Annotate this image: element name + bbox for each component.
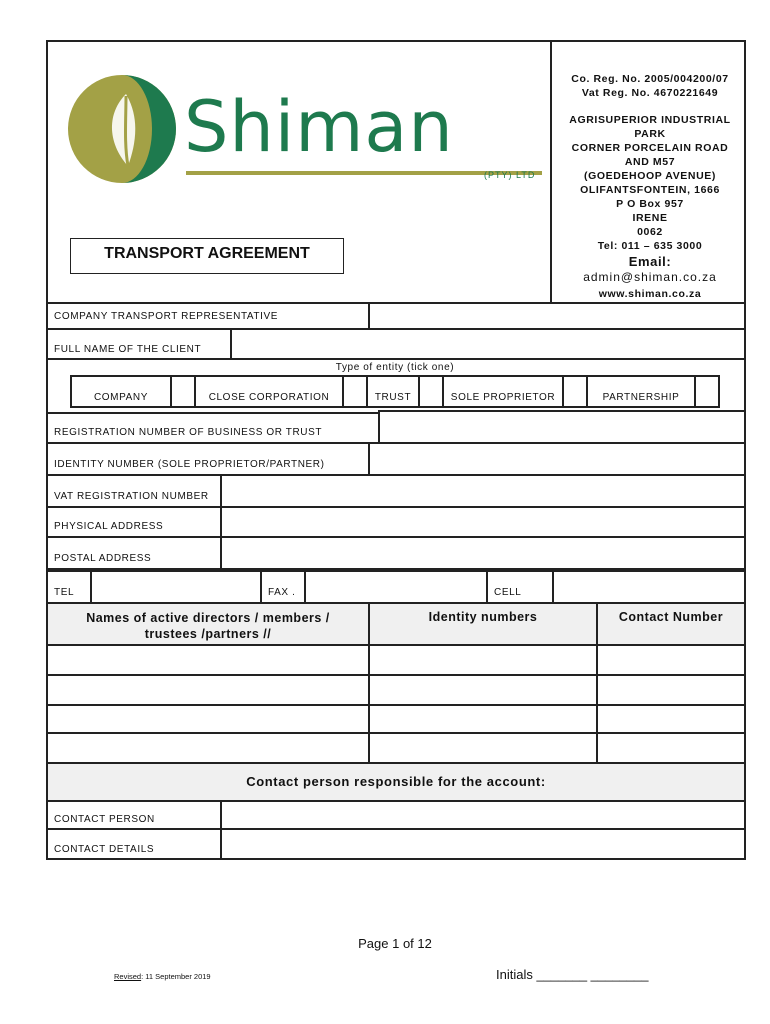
page-number: Page 1 of 12 xyxy=(358,936,432,951)
client-name-label: FULL NAME OF THE CLIENT xyxy=(46,330,232,360)
entity-trust-checkbox[interactable] xyxy=(418,377,444,406)
directors-header xyxy=(46,602,370,646)
address-line: P O Box 957 xyxy=(616,198,684,210)
tel-field[interactable] xyxy=(90,570,262,604)
address-line: AND M57 xyxy=(624,156,676,168)
fax-label: FAX . xyxy=(260,570,306,604)
contact-section-header: Contact person responsible for the account: xyxy=(46,762,746,802)
contact-person-label: CONTACT PERSON xyxy=(46,800,222,830)
entity-sole-checkbox[interactable] xyxy=(562,377,588,406)
revised-date: : 11 September 2019 xyxy=(141,972,211,981)
company-info xyxy=(552,72,748,301)
postal-address-field[interactable] xyxy=(220,536,746,570)
director-contact-cell[interactable] xyxy=(596,704,746,734)
entity-cc-checkbox[interactable] xyxy=(342,377,368,406)
director-contact-cell[interactable] xyxy=(596,732,746,764)
cell-field[interactable] xyxy=(552,570,746,604)
director-name-cell[interactable] xyxy=(46,732,370,764)
director-id-cell[interactable] xyxy=(368,732,598,764)
contact-number-header: Contact Number xyxy=(596,602,746,646)
tel-label: TEL xyxy=(46,570,92,604)
contact-details-field[interactable] xyxy=(220,828,746,860)
director-contact-cell[interactable] xyxy=(596,644,746,676)
address-line: (GOEDEHOOP AVENUE) xyxy=(584,170,716,182)
entity-sole-label: SOLE PROPRIETOR xyxy=(450,392,556,403)
cell-label: CELL xyxy=(486,570,554,604)
vat-number-field[interactable] xyxy=(220,474,746,508)
director-name-cell[interactable] xyxy=(46,704,370,734)
contact-details-label: CONTACT DETAILS xyxy=(46,830,222,860)
vat-number-label: VAT REGISTRATION NUMBER xyxy=(46,476,222,508)
directors-header-line1: Names of active directors / members / xyxy=(86,611,330,625)
email-label: Email: xyxy=(628,254,672,269)
entity-company-label: COMPANY xyxy=(93,392,149,403)
address-line: 0062 xyxy=(637,226,663,238)
director-id-cell[interactable] xyxy=(368,704,598,734)
company-rep-label: COMPANY TRANSPORT REPRESENTATIVE xyxy=(46,302,370,330)
revised-label: Revised xyxy=(114,972,142,981)
co-reg: Co. Reg. No. 2005/004200/07 xyxy=(571,73,729,85)
physical-address-field[interactable] xyxy=(220,506,746,538)
address-line: CORNER PORCELAIN ROAD xyxy=(571,142,729,154)
director-contact-cell[interactable] xyxy=(596,674,746,706)
reg-number-field[interactable] xyxy=(378,410,746,444)
logo-wordmark: Shiman xyxy=(184,86,454,168)
vat-reg: Vat Reg. No. 4670221649 xyxy=(581,87,719,99)
address-line: OLIFANTSFONTEIN, 1666 xyxy=(580,184,720,196)
entity-prompt: Type of entity (tick one) xyxy=(335,362,455,373)
revised-note xyxy=(114,972,211,981)
director-name-cell[interactable] xyxy=(46,644,370,676)
address-line: IRENE xyxy=(632,212,668,224)
initials-line: Initials _______ ________ xyxy=(496,967,649,982)
address-line: PARK xyxy=(634,128,666,140)
address-line: AGRISUPERIOR INDUSTRIAL xyxy=(569,114,731,126)
identity-numbers-header: Identity numbers xyxy=(368,602,598,646)
entity-company-checkbox[interactable] xyxy=(170,377,196,406)
logo-suffix: (PTY) LTD xyxy=(484,170,536,180)
reg-number-label: REGISTRATION NUMBER OF BUSINESS OR TRUST xyxy=(46,412,380,444)
company-rep-field[interactable] xyxy=(368,302,746,330)
company-website[interactable]: www.shiman.co.za xyxy=(598,288,702,300)
form-title: TRANSPORT AGREEMENT xyxy=(70,238,344,274)
director-id-cell[interactable] xyxy=(368,644,598,676)
postal-address-label: POSTAL ADDRESS xyxy=(46,538,222,570)
directors-header-line2: trustees /partners // xyxy=(144,627,272,641)
company-email[interactable]: admin@shiman.co.za xyxy=(583,270,717,284)
entity-cc-label: CLOSE CORPORATION xyxy=(208,392,330,403)
entity-trust-label: TRUST xyxy=(374,392,412,403)
physical-address-label: PHYSICAL ADDRESS xyxy=(46,508,222,538)
director-id-cell[interactable] xyxy=(368,674,598,706)
entity-partnership-checkbox[interactable] xyxy=(694,377,718,406)
id-number-label: IDENTITY NUMBER (SOLE PROPRIETOR/PARTNER) xyxy=(46,444,370,476)
id-number-field[interactable] xyxy=(368,442,746,476)
contact-person-field[interactable] xyxy=(220,800,746,830)
fax-field[interactable] xyxy=(304,570,488,604)
company-tel: Tel: 011 – 635 3000 xyxy=(597,240,703,252)
entity-partnership-label: PARTNERSHIP xyxy=(602,392,680,403)
client-name-field[interactable] xyxy=(230,328,746,360)
director-name-cell[interactable] xyxy=(46,674,370,706)
